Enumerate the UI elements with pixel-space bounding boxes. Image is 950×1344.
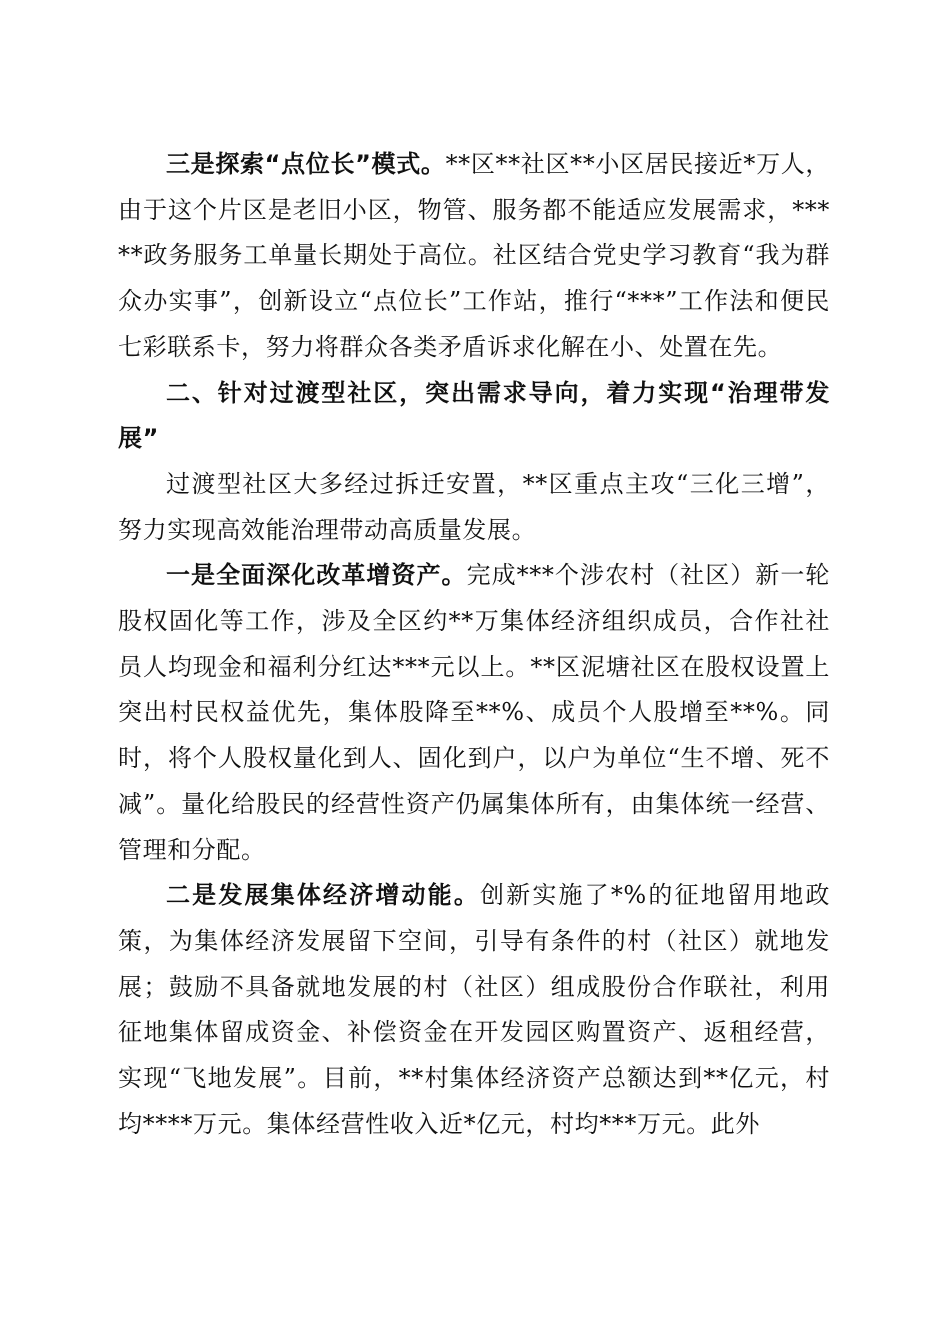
paragraph-lead: 三是探索“点位长”模式。: [166, 150, 446, 178]
paragraph-body: 完成***个涉农村（社区）新一轮股权固化等工作，涉及全区约**万集体经济组织成员，合作社社员人均现金和福利分红达***元以上。**区泥塘社区在股权设置上突出村民权益优先，集体股降至**%、成员个人股增至**%。同时，将个人股权量化到人、固化到户，以户为单位“生不增、死不减”。量化给股民的经营性资产仍属集体所有，由集体统一经营、管理和分配。: [118, 561, 830, 864]
paragraph-collective-economy: [118, 873, 830, 1147]
paragraph-lead: 二是发展集体经济增动能。: [166, 881, 480, 910]
paragraph-dianweizhang: [118, 142, 830, 371]
document-page: [118, 142, 830, 1147]
section-heading: 二、针对过渡型社区，突出需求导向，着力实现“治理带发展”: [118, 378, 830, 453]
paragraph-body: 创新实施了*%的征地留用地政策，为集体经济发展留下空间，引导有条件的村（社区）就地发展；鼓励不具备就地发展的村（社区）组成股份合作联社，利用征地集体留成资金、补偿资金在开发园区购置资产、返租经营，实现“飞地发展”。目前，**村集体经济资产总额达到**亿元，村均****万元。集体经营性收入近*亿元，村均***万元。此外: [118, 881, 830, 1138]
paragraph-body: 过渡型社区大多经过拆迁安置，**区重点主攻“三化三增”，努力实现高效能治理带动高质量发展。: [118, 469, 830, 544]
paragraph-intro: [118, 462, 830, 553]
paragraph-lead: 一是全面深化改革增资产。: [166, 561, 467, 590]
paragraph-body: **区**社区**小区居民接近*万人，由于这个片区是老旧小区，物管、服务都不能适应发展需求，*****政务服务工单量长期处于高位。社区结合党史学习教育“我为群众办实事”，创新设立“点位长”工作站，推行“***”工作法和便民七彩联系卡，努力将群众各类矛盾诉求化解在小、处置在先。: [118, 150, 831, 361]
paragraph-reform-assets: [118, 553, 830, 873]
